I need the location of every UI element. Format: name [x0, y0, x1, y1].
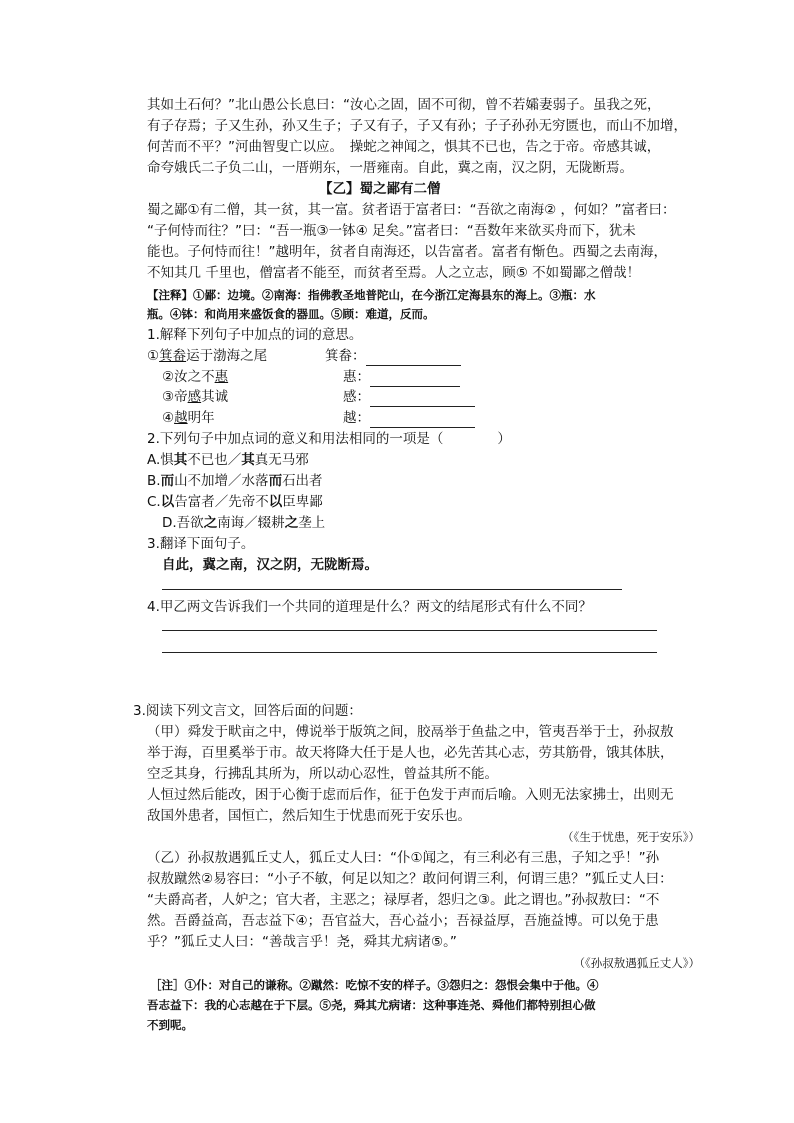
section3-a-line-2: 举于海，百里奚举于市。故天将降大任于是人也，必先苦其心志，劳其筋骨，饿其体肤，: [147, 745, 674, 761]
q1-item-1-word: 箕畚: [159, 348, 187, 364]
q1-item-4-blank[interactable]: [370, 413, 475, 428]
section3-b-line-1: （乙）孙叔敖遇狐丘丈人，狐丘丈人曰：“仆①闻之，有三利必有三患，子知之乎！”孙: [147, 850, 660, 866]
q1-item-2-word: 惠: [214, 369, 229, 385]
passage-b-note-1: 【注释】①鄙：边境。②南海：指佛教圣地普陀山，在今浙江定海县东的海上。③瓶：水: [147, 288, 596, 302]
q1-item-3: ③帝感其诚: [162, 389, 229, 405]
q1-item-4-word: 越: [174, 410, 188, 426]
section3-a-line-4: 人恒过然后能改，困于心衡于虑而后作，征于色发于声而后喻。入则无法家拂士，出则无: [147, 787, 674, 803]
q1-item-1-answer: 箕畚：: [325, 346, 461, 366]
passage-b-line-1: 蜀之鄙①有二僧，其一贫，其一富。贫者语于富者曰：“吾欲之南海② ，何如？”富者曰：: [147, 202, 676, 218]
section3-b-source: （《孙叔敖遇狐丘丈人》）: [573, 956, 700, 970]
section3-note-2: 吾志益下：我的心志越在于下层。⑤尧，舜其尤病诸：这种事连尧、舜他们都特别担心做: [147, 998, 596, 1012]
q2-option-d[interactable]: D.吾欲之南诲／辍耕之垄上: [162, 515, 326, 531]
passage-a-line-4: 命夸娥氏二子负二山，一厝朔东，一厝雍南。自此，冀之南，汉之阴，无陇断焉。: [147, 160, 633, 176]
passage-a-line-3: 何苦而不平？”河曲智叟亡以应。 操蛇之神闻之，惧其不已也，告之于帝。帝感其诚，: [147, 139, 661, 155]
q1-item-2-answer: 惠：: [343, 367, 460, 387]
section3-b-line-5: 乎？”狐丘丈人曰：“善哉言乎！尧，舜其尤病诸⑤。”: [147, 934, 457, 950]
q4-stem: 4.甲乙两文告诉我们一个共同的道理是什么？两文的结尾形式有什么不同？: [147, 599, 592, 615]
passage-b-title: 【乙】蜀之鄙有二僧: [319, 181, 441, 197]
section3-a-line-5: 敌国外患者，国恒亡，然后知生于忧患而死于安乐也。: [147, 808, 471, 824]
section3-stem: 3.阅读下列文言文，回答后面的问题：: [133, 703, 362, 719]
q1-item-1: ①箕畚运于渤海之尾: [147, 348, 268, 364]
section3-note-1: ［注］①仆：对自己的谦称。②蹴然：吃惊不安的样子。③怨归之：怨恨会集中于他。④: [150, 978, 599, 992]
passage-b-line-2: “子何恃而往？”曰：“吾一瓶③一钵④ 足矣。”富者曰：“吾数年来欲买舟而下，犹未: [147, 223, 636, 239]
passage-b-line-3: 能也。子何恃而往！”越明年，贫者自南海还，以告富者。富者有惭色。西蜀之去南海，: [147, 244, 667, 260]
q2-option-c[interactable]: C.以告富者／先帝不以臣卑鄙: [147, 494, 323, 510]
passage-b-line-4: 不知其几 千里也，僧富者不能至，而贫者至焉。人之立志，顾⑤ 不如蜀鄙之僧哉！: [147, 265, 641, 281]
q1-item-2-blank[interactable]: [370, 372, 460, 387]
q3-sentence: 自此，冀之南，汉之阴，无陇断焉。: [162, 557, 378, 573]
passage-a-line-1: 其如土石何？”北山愚公长息曰：“汝心之固，固不可彻，曾不若孀妻弱子。虽我之死，: [147, 97, 661, 113]
q1-item-3-word: 感: [187, 389, 202, 405]
section3-a-line-1: （甲）舜发于畎亩之中，傅说举于版筑之间，胶鬲举于鱼盐之中，管夷吾举于士，孙叔敖: [147, 724, 674, 740]
q2-stem: 2.下列句子中加点词的意义和用法相同的一项是（ ）: [147, 431, 511, 447]
section3-b-line-3: “夫爵高者，人妒之；官大者，主恶之；禄厚者，怨归之③。此之谓也。”孙叔敖曰：“不: [147, 892, 660, 908]
section3-note-3: 不到呢。: [147, 1018, 193, 1032]
q2-option-a[interactable]: A.惧其不已也／其真无马邪: [147, 452, 309, 468]
section3-a-line-3: 空乏其身，行拂乱其所为，所以动心忍性，曾益其所不能。: [147, 766, 498, 782]
q1-item-1-blank[interactable]: [366, 351, 461, 366]
q1-item-3-blank[interactable]: [370, 392, 475, 407]
q3-answer-line[interactable]: [162, 589, 622, 590]
q3-stem: 3.翻译下面句子。: [147, 536, 255, 552]
section3-b-line-4: 然。吾爵益高，吾志益下④；吾官益大，吾心益小；吾禄益厚，吾施益博。可以免于患: [147, 913, 659, 929]
section3-a-source: （《生于忧患，死于安乐》）: [562, 830, 700, 844]
q1-item-3-answer: 感：: [343, 387, 475, 407]
passage-a-line-2: 有子存焉；子又生孙，孙又生子；子又有子，子又有孙；子子孙孙无穷匮也，而山不加增，: [147, 118, 687, 134]
q1-stem: 1.解释下列句子中加点的词的意思。: [147, 327, 363, 343]
passage-b-note-2: 瓶。④钵：和尚用来盛饭食的器皿。⑤顾：难道，反而。: [147, 307, 435, 321]
q4-answer-line-2[interactable]: [162, 652, 657, 653]
q1-item-4-answer: 越：: [343, 408, 475, 428]
q4-answer-line-1[interactable]: [162, 630, 657, 631]
q2-option-b[interactable]: B.而山不加增／水落而石出者: [147, 473, 323, 489]
section3-b-line-2: 叔敖蹴然②易容曰：“小子不敏，何足以知之？敢问何谓三利，何谓三患？”狐丘丈人曰：: [147, 871, 673, 887]
q1-item-2: ②汝之不惠: [162, 369, 229, 385]
q1-item-4: ④越明年: [162, 410, 215, 426]
